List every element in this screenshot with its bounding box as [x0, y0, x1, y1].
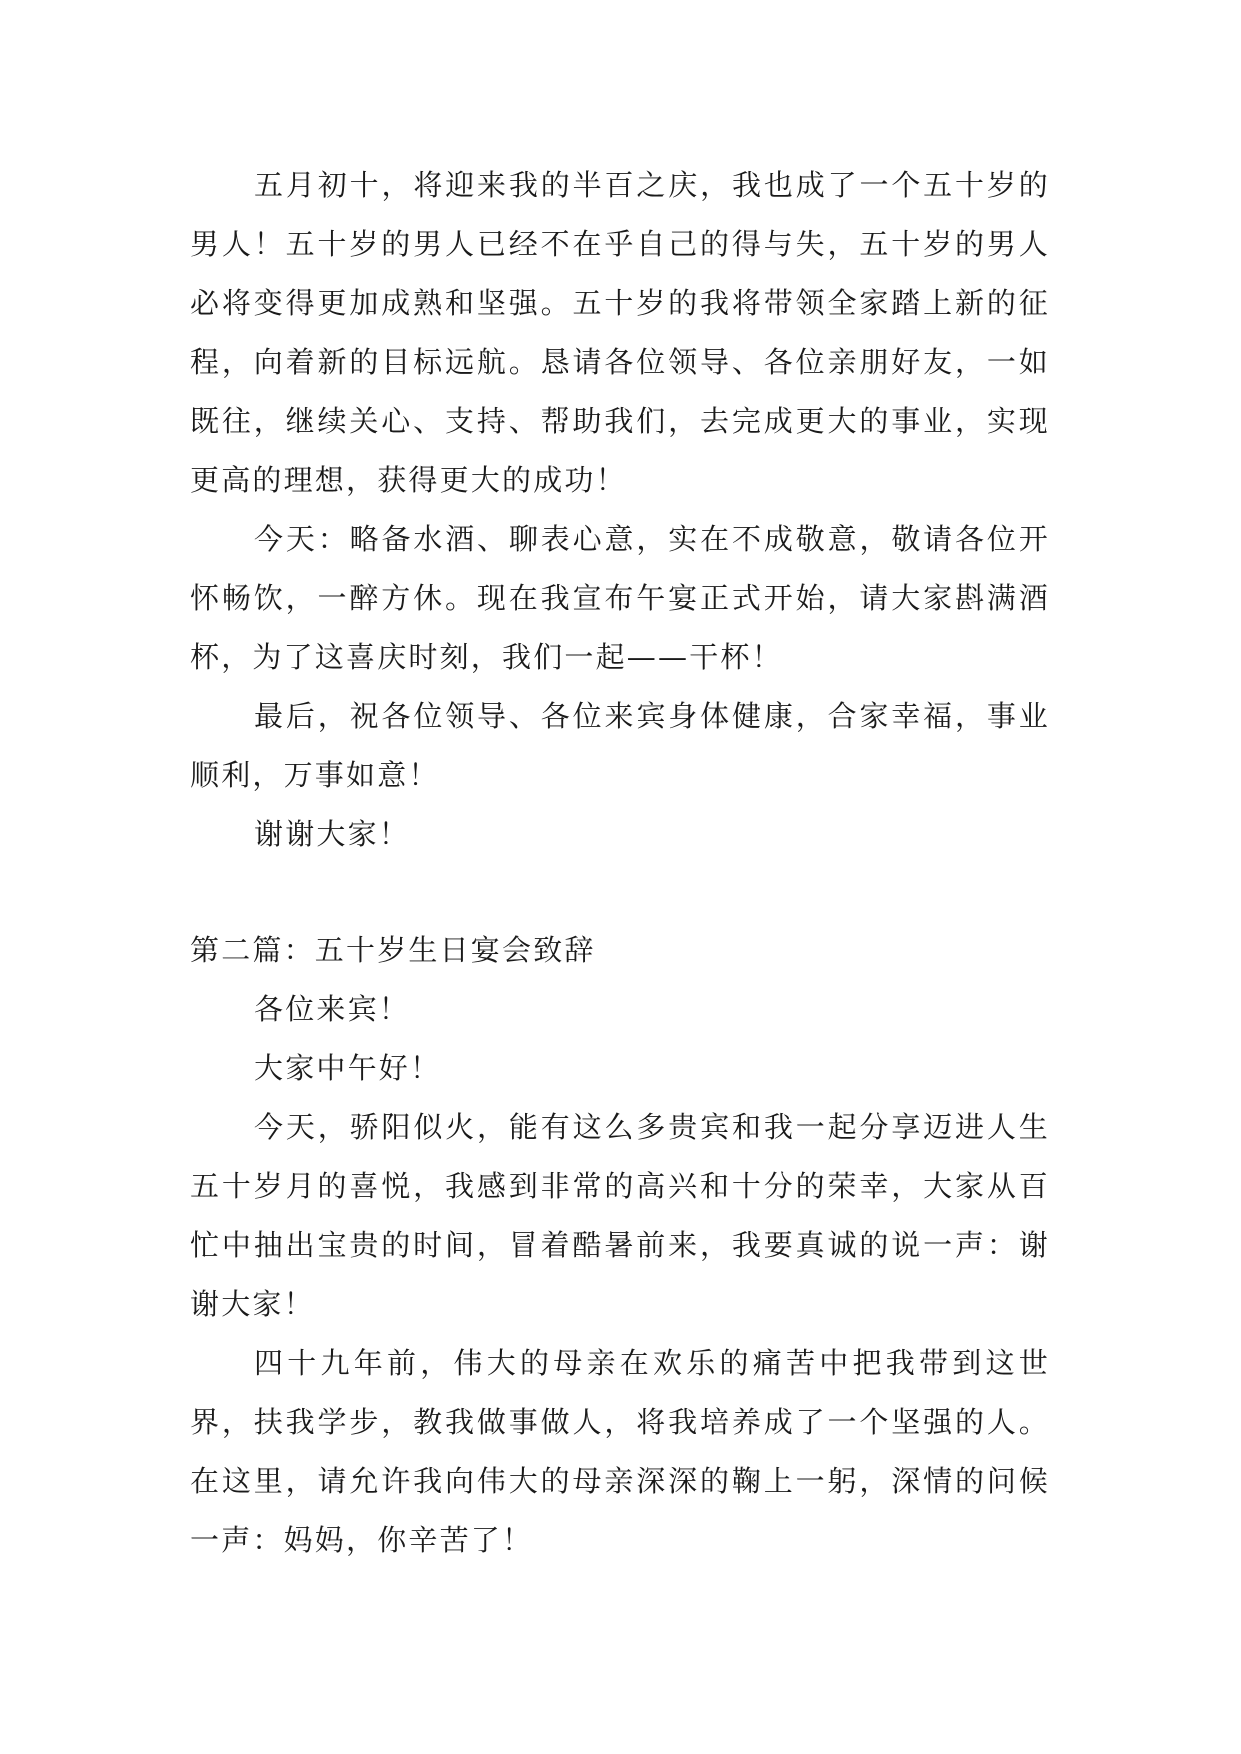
paragraph-toast: 今天：略备水酒、聊表心意，实在不成敬意，敬请各位开怀畅饮，一醉方休。现在我宣布午宴正式开始，请大家斟满酒杯，为了这喜庆时刻，我们一起——干杯！: [190, 522, 1050, 674]
paragraph-fiftieth-birthday: 五月初十，将迎来我的半百之庆，我也成了一个五十岁的男人！五十岁的男人已经不在乎自己的得与失，五十岁的男人必将变得更加成熟和坚强。五十岁的我将带领全家踏上新的征程，向着新的目标远航。恳请各位领导、各位亲朋好友，一如既往，继续关心、支持、帮助我们，去完成更大的事业，实现更高的理想，获得更大的成功！: [190, 168, 1050, 497]
greeting: 大家中午好！: [254, 1051, 442, 1085]
paragraph-closing-wishes: 最后，祝各位领导、各位来宾身体健康，合家幸福，事业顺利，万事如意！: [190, 699, 1050, 792]
document-page: [190, 156, 1050, 1570]
paragraph-mother: 四十九年前，伟大的母亲在欢乐的痛苦中把我带到这世界，扶我学步，教我做事做人，将我培养成了一个坚强的人。在这里，请允许我向伟大的母亲深深的鞠上一躬，深情的问候一声：妈妈，你辛苦了！: [190, 1346, 1050, 1557]
paragraph-thanks: 谢谢大家！: [254, 817, 411, 851]
paragraph-opening: 今天，骄阳似火，能有这么多贵宾和我一起分享迈进人生五十岁月的喜悦，我感到非常的高兴和十分的荣幸，大家从百忙中抽出宝贵的时间，冒着酷暑前来，我要真诚的说一声：谢谢大家！: [190, 1110, 1050, 1321]
section-heading: 第二篇：五十岁生日宴会致辞: [190, 933, 596, 967]
salutation: 各位来宾！: [254, 992, 411, 1026]
